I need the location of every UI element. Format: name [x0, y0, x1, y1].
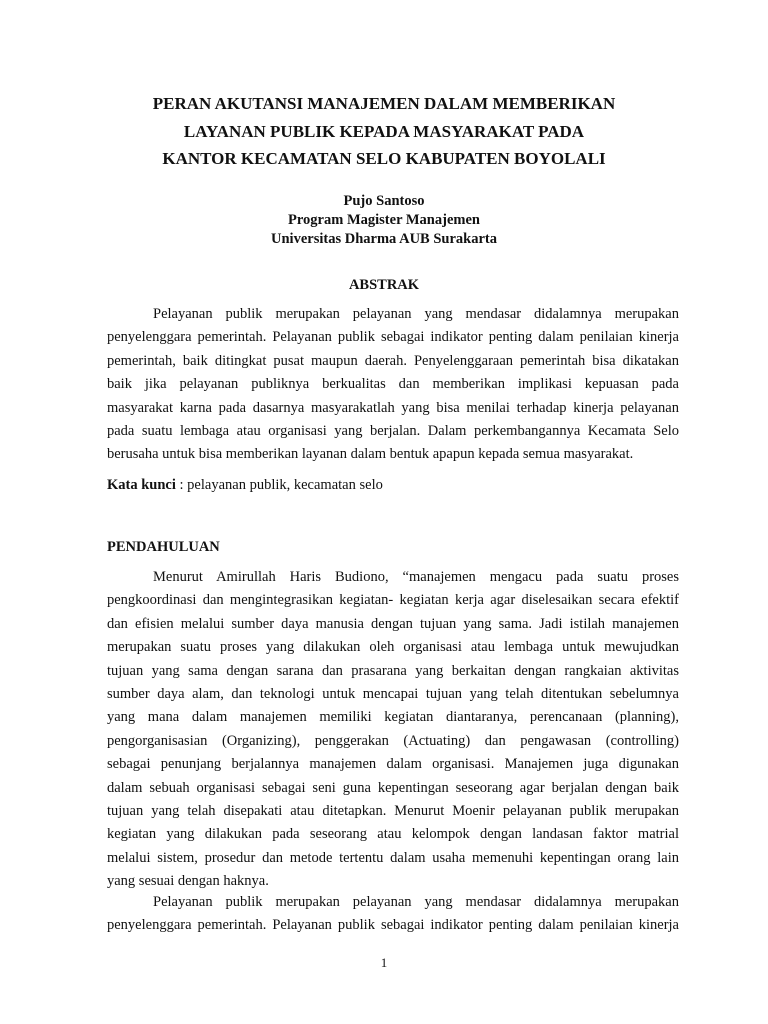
- author-program: Program Magister Manajemen: [288, 212, 480, 228]
- author-name: Pujo Santoso: [343, 193, 425, 209]
- title-line: KANTOR KECAMATAN SELO KABUPATEN BOYOLALI: [162, 149, 606, 168]
- text-line: Pelayanan publik merupakan pelayanan yang mendasar didalamnya merupakan: [153, 306, 679, 322]
- text-line: sebagai penunjang berjalannya manajemen dalam organisasi. Manajemen juga digunakan: [107, 756, 679, 773]
- text-line: kegiatan yang dilakukan pada seseorang atau kelompok dengan landasan faktor matrial: [107, 826, 679, 843]
- intro-paragraph-1: [107, 566, 679, 893]
- keywords-label: Kata kunci: [107, 477, 176, 493]
- text-line: merupakan suatu proses yang dilakukan oleh organisasi atau lembaga untuk mewujudkan: [107, 639, 679, 656]
- text-line: dan efisien melalui sumber daya manusia dengan tujuan yang sama. Jadi istilah manajemen: [107, 615, 679, 632]
- title-line: LAYANAN PUBLIK KEPADA MASYARAKAT PADA: [183, 121, 585, 141]
- text-line: penyelenggara pemerintah. Pelayanan publik sebagai indikator penting dalam penilaian kinerja: [107, 917, 679, 934]
- text-line: Pelayanan publik merupakan pelayanan yang mendasar didalamnya merupakan: [153, 894, 679, 910]
- text-line: pemerintah, baik ditingkat pusat maupun daerah. Penyelenggaraan pemerintah bisa dikatakan: [107, 352, 679, 369]
- text-line: pengorganisasian (Organizing), penggerakan (Actuating) dan pengawasan (controlling): [107, 732, 679, 749]
- abstract-heading: ABSTRAK: [348, 277, 420, 293]
- paper-title: [90, 90, 678, 173]
- text-line: sumber daya alam, dan teknologi untuk mencapai tujuan yang telah ditentukan sebelumnya: [107, 685, 679, 702]
- text-line: dalam sebuah organisasi sebagai seni guna kepentingan seseorang agar berjalan dengan baik: [107, 779, 679, 796]
- keywords-value: : pelayanan publik, kecamatan selo: [179, 477, 383, 493]
- intro-paragraph-2: [107, 891, 679, 938]
- text-line: melalui sistem, prosedur dan metode tertentu dalam usaha memenuhi kepentingan orang lain: [107, 849, 679, 866]
- page-number: 1: [380, 955, 388, 970]
- text-line: Menurut Amirullah Haris Budiono, “manajemen mengacu pada suatu proses: [153, 569, 679, 585]
- text-line: yang sesuai dengan haknya.: [107, 873, 269, 890]
- text-line: penyelenggara pemerintah. Pelayanan publik sebagai indikator penting dalam penilaian kinerja: [107, 329, 679, 346]
- title-line: PERAN AKUTANSI MANAJEMEN DALAM MEMBERIKAN: [152, 94, 616, 113]
- text-line: pada suatu lembaga atau organisasi yang berjalan. Dalam perkembangannya Kecamata Selo: [107, 422, 679, 439]
- keywords: [107, 476, 383, 495]
- abstract-paragraph: [107, 303, 679, 467]
- text-line: pengkoordinasi dan mengintegrasikan kegiatan- kegiatan kerja agar diselesaikan secara efektif: [107, 592, 679, 609]
- author-block: [90, 192, 678, 249]
- text-line: tujuan yang telah disepakati atau ditetapkan. Menurut Moenir pelayanan publik merupakan: [107, 802, 679, 819]
- author-university: Universitas Dharma AUB Surakarta: [271, 231, 497, 247]
- text-line: tujuan yang sama dengan sarana dan prasarana yang berkaitan dengan rangkaian aktivitas: [107, 662, 679, 679]
- text-line: berusaha untuk bisa memberikan layanan dalam bentuk apapun kepada semua masyarakat.: [107, 446, 634, 463]
- text-line: yang mana dalam manajemen memiliki kegiatan diantaranya, perencanaan (planning),: [107, 709, 679, 726]
- section-heading-pendahuluan: PENDAHULUAN: [107, 539, 220, 555]
- text-line: baik jika pelayanan publiknya berkualitas dan memberikan implikasi kepuasan pada: [107, 376, 679, 393]
- text-line: masyarakat karna pada dasarnya masyarakatlah yang bisa menilai terhadap kinerja pelayanan: [107, 399, 679, 416]
